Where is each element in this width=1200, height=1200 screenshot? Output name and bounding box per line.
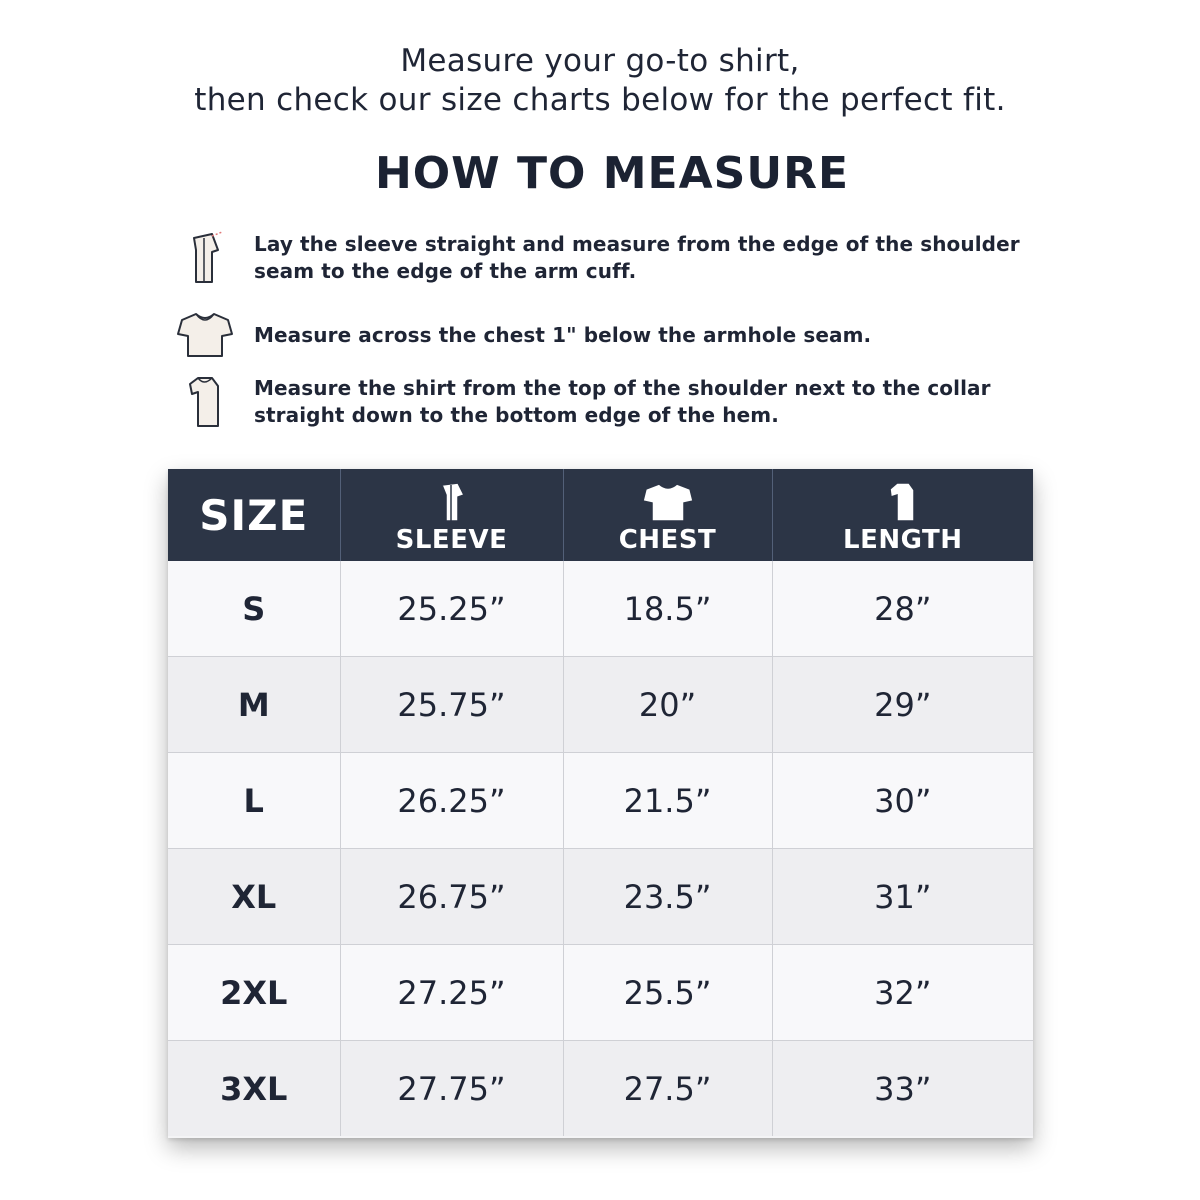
sleeve-icon <box>170 228 240 288</box>
size-cell: XL <box>168 849 340 945</box>
sleeve-header-label: SLEEVE <box>395 525 508 555</box>
length-cell: 30” <box>772 753 1033 849</box>
chest-header-label: CHEST <box>618 525 717 555</box>
sleeve-cell: 26.25” <box>340 753 563 849</box>
size-cell: S <box>168 561 340 657</box>
sleeve-cell: 25.25” <box>340 561 563 657</box>
page-title: HOW TO MEASURE <box>374 148 850 199</box>
table-row <box>168 1041 1033 1137</box>
instruction-length-line-2: straight down to the bottom edge of the hem. <box>254 403 779 427</box>
length-header <box>772 469 1033 561</box>
instruction-chest <box>170 305 1090 365</box>
table-row <box>168 945 1033 1041</box>
size-chart <box>168 469 1033 1138</box>
chest-cell: 25.5” <box>563 945 772 1041</box>
sleeve-header <box>340 469 563 561</box>
length-cell: 33” <box>772 1041 1033 1137</box>
chest-icon <box>170 305 240 365</box>
length-cell: 32” <box>772 945 1033 1041</box>
instruction-sleeve-line-1: Lay the sleeve straight and measure from the edge of the shoulder <box>254 232 1020 256</box>
instruction-sleeve <box>170 228 1090 288</box>
chest-cell: 20” <box>563 657 772 753</box>
sleeve-icon <box>434 481 470 523</box>
table-row <box>168 561 1033 657</box>
size-cell: L <box>168 753 340 849</box>
instruction-length-line-1: Measure the shirt from the top of the shoulder next to the collar <box>254 376 991 400</box>
intro-line-1: Measure your go-to shirt, <box>400 43 800 79</box>
instruction-sleeve-line-2: seam to the edge of the arm cuff. <box>254 259 637 283</box>
chest-cell: 23.5” <box>563 849 772 945</box>
table-row <box>168 753 1033 849</box>
chest-cell: 27.5” <box>563 1041 772 1137</box>
sleeve-cell: 27.75” <box>340 1041 563 1137</box>
length-icon <box>170 372 240 432</box>
size-cell: 2XL <box>168 945 340 1041</box>
intro-line-2: then check our size charts below for the perfect fit. <box>194 82 1006 118</box>
sleeve-cell: 26.75” <box>340 849 563 945</box>
size-cell: M <box>168 657 340 753</box>
intro-text <box>0 42 1200 120</box>
chest-header <box>563 469 772 561</box>
sleeve-cell: 27.25” <box>340 945 563 1041</box>
size-cell: 3XL <box>168 1041 340 1137</box>
table-header-row <box>168 469 1033 561</box>
table-row <box>168 849 1033 945</box>
size-header: SIZE <box>168 469 340 561</box>
instruction-chest-line-1: Measure across the chest 1" below the armhole seam. <box>254 322 872 347</box>
length-cell: 29” <box>772 657 1033 753</box>
chest-cell: 21.5” <box>563 753 772 849</box>
size-table <box>168 469 1033 1136</box>
sleeve-cell: 25.75” <box>340 657 563 753</box>
length-cell: 31” <box>772 849 1033 945</box>
length-header-label: LENGTH <box>843 525 963 555</box>
table-row <box>168 657 1033 753</box>
length-icon <box>885 481 921 523</box>
length-cell: 28” <box>772 561 1033 657</box>
instruction-length <box>170 372 1090 432</box>
chest-cell: 18.5” <box>563 561 772 657</box>
chest-icon <box>641 481 695 523</box>
